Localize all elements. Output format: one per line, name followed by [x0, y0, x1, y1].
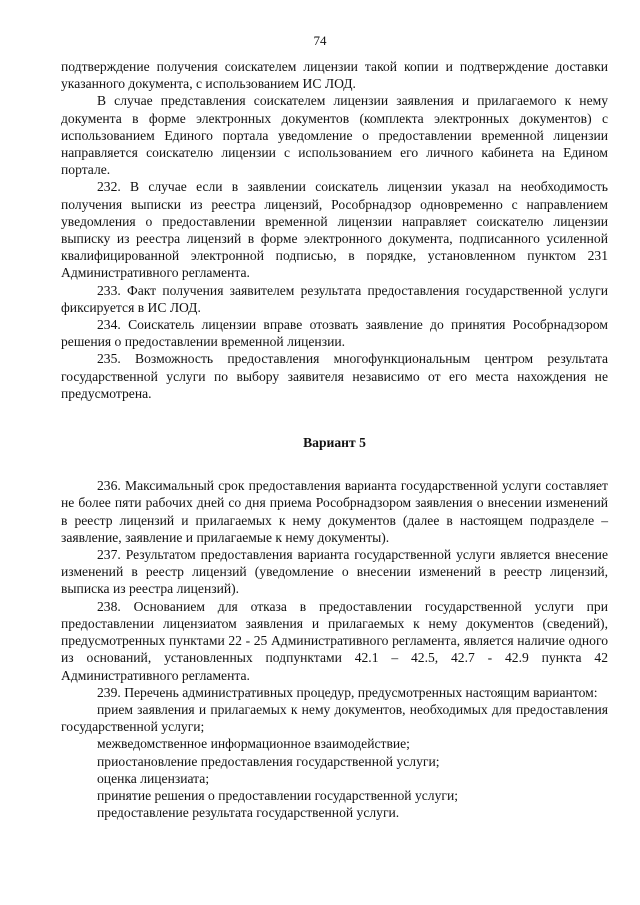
procedure-item: приостановление предоставления государственной услуги;: [97, 753, 440, 769]
paragraph: В случае представления соискателем лицензии заявления и прилагаемого к нему документа в форме электронных документов (комплекта электронных документов) с использованием Единого портала уведомление о предоставлении временной лицензии направляется соискателю лицензии с использованием его личного кабинета на Едином портале.: [61, 93, 608, 178]
paragraph-233: 233. Факт получения заявителем результата предоставления государственной услуги фиксируется в ИС ЛОД.: [61, 282, 608, 315]
procedure-item: прием заявления и прилагаемых к нему документов, необходимых для предоставления государственной услуги;: [61, 701, 608, 735]
document-body: [61, 58, 608, 821]
paragraph-234: 234. Соискатель лицензии вправе отозвать заявление до принятия Рособрнадзором решения о предоставлении временной лицензии.: [61, 317, 608, 350]
paragraph-237: 237. Результатом предоставления варианта государственной услуги является внесение изменений в реестр лицензий (уведомление о внесении изменений в реестр лицензий, выписка из реестра лицензий).: [61, 547, 608, 597]
procedure-item: принятие решения о предоставлении государственной услуги;: [97, 787, 458, 803]
page-number: 74: [313, 33, 327, 48]
procedure-item: межведомственное информационное взаимодействие;: [97, 736, 410, 752]
section-heading: Вариант 5: [303, 435, 366, 451]
procedure-item: оценка лицензиата;: [97, 770, 210, 786]
procedure-item: предоставление результата государственной услуги.: [97, 805, 400, 821]
paragraph-239: 239. Перечень административных процедур, предусмотренных настоящим вариантом:: [97, 684, 598, 700]
paragraph-236: 236. Максимальный срок предоставления варианта государственной услуги составляет не более пяти рабочих дней со дня приема Рособрнадзором заявления о внесении изменений в реестр лицензий и прилагаемых к нему документов (далее в настоящем подразделе – заявление, заявление и прилагаемые к нему документы).: [61, 478, 608, 545]
paragraph: подтверждение получения соискателем лицензии такой копии и подтверждение доставки указанного документа, с использованием ИС ЛОД.: [61, 59, 608, 92]
paragraph-235: 235. Возможность предоставления многофункциональным центром результата государственной услуги по выбору заявителя независимо от его места нахождения не предусмотрена.: [61, 351, 608, 401]
paragraph-232: 232. В случае если в заявлении соискатель лицензии указал на необходимость получения выписки из реестра лицензий, Рособрнадзор одновременно с направлением уведомления о предоставлении временной лицензии направляет соискателю лицензии выписку из реестра лицензий в форме электронного документа, подписанного усиленной квалифицированной электронной подписью, в порядке, установленном пунктом 231 Административного регламента.: [61, 179, 608, 281]
paragraph-238: 238. Основанием для отказа в предоставлении государственной услуги при предоставлении лицензиатом заявления и прилагаемых к нему документов (сведений), предусмотренных пунктами 22 - 25 Административного регламента, является наличие одного из оснований, установленных подпунктами 42.1 – 42.5, 42.7 - 42.9 пункта 42 Административного регламента.: [61, 598, 608, 683]
